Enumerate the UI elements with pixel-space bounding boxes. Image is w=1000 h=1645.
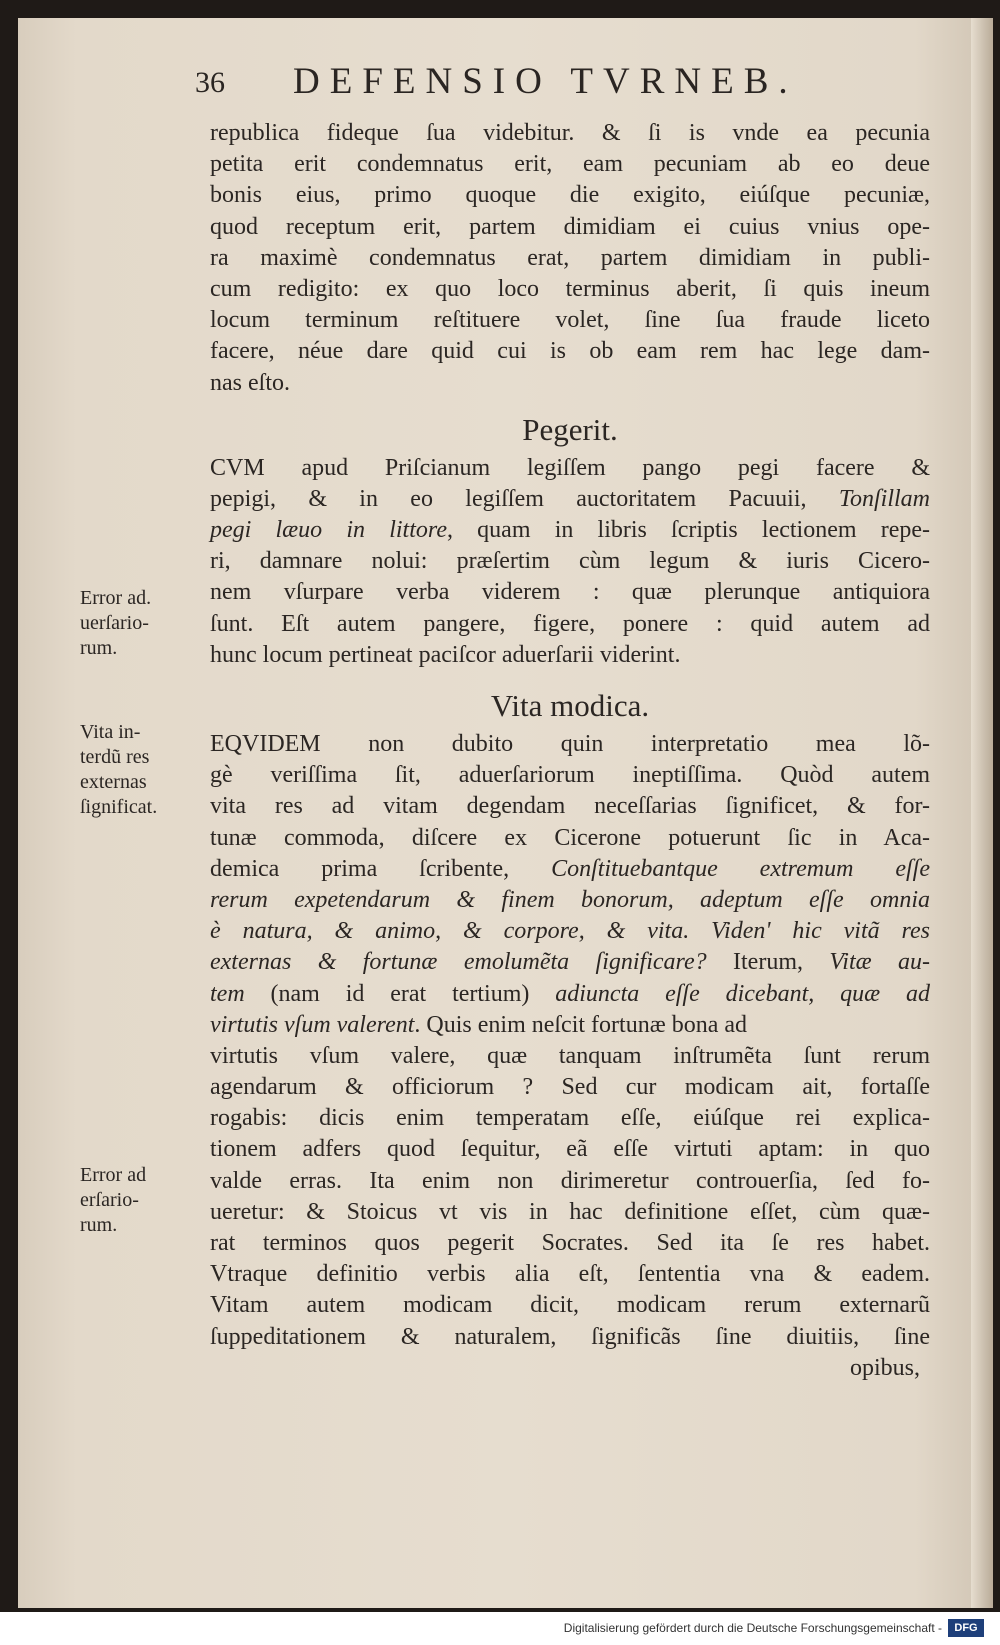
paragraph-1 bbox=[210, 118, 930, 399]
text-line: CVM apud Priſcianum legiſſem pango pegi facere & bbox=[210, 454, 930, 481]
body-text bbox=[210, 118, 930, 1393]
quotation-segment: tem bbox=[210, 980, 245, 1007]
text-line: Vtraque definitio verbis alia eſt, ſententia vna & eadem. bbox=[210, 1261, 930, 1288]
text-line: locum terminum reſtituere volet, ſine ſua fraude liceto bbox=[210, 307, 930, 334]
margin-note-line: terdũ res bbox=[80, 746, 150, 768]
text-line: rat terminos quos pegerit Socrates. Sed ita ſe res habet. bbox=[210, 1230, 930, 1256]
margin-note-line: Error ad. bbox=[80, 587, 152, 609]
quotation-segment: adiuncta eſſe dicebant, quæ ad bbox=[555, 980, 930, 1007]
text-segment: , quam in libris ſcriptis lectionem repe- bbox=[447, 517, 931, 544]
text-line: agendarum & officiorum ? Sed cur modicam ait, fortaſſe bbox=[210, 1074, 930, 1101]
text-line: ri, damnare nolui: præſertim cùm legum & iuris Cicero- bbox=[210, 548, 930, 575]
quotation-segment: externas & fortunæ emolumẽta ſignificare? bbox=[210, 949, 707, 976]
text-line: quod receptum erit, partem dimidiam ei cuius vnius ope- bbox=[210, 213, 930, 240]
text-line: Vitam autem modicam dicit, modicam rerum externarũ bbox=[210, 1292, 930, 1319]
text-line: gè veriſſima ſit, aduerſariorum ineptiſſima. Quòd autem bbox=[210, 762, 930, 789]
margin-note-line: Error ad bbox=[80, 1164, 147, 1186]
text-line: nem vſurpare verba viderem : quæ plerunque antiquiora bbox=[210, 579, 930, 606]
text-line bbox=[210, 854, 930, 885]
funding-credit: Digitalisierung gefördert durch die Deutsche Forschungsgemeinschaft - bbox=[563, 1621, 942, 1635]
section-heading-pegerit: Pegerit. bbox=[522, 411, 618, 447]
quotation-segment: Tonſillam bbox=[838, 485, 930, 512]
text-segment: . Quis enim neſcit fortunæ bona ad bbox=[414, 1011, 748, 1038]
text-line: cum redigito: ex quo loco terminus aberit, ſi quis ineum bbox=[210, 275, 930, 302]
text-line bbox=[210, 947, 930, 978]
margin-note-line: erſario- bbox=[80, 1189, 139, 1211]
text-line: republica fideque ſua videbitur. & ſi is vnde ea pecunia bbox=[210, 120, 930, 146]
text-line: petita erit condemnatus erit, eam pecuniam ab eo deue bbox=[210, 151, 930, 178]
margin-note-line: rum. bbox=[80, 1214, 118, 1236]
margin-note-line: uerſario- bbox=[80, 612, 149, 634]
text-segment: demica prima ſcribente, bbox=[210, 855, 552, 882]
margin-note-line: Vita in- bbox=[80, 721, 141, 743]
text-line: ra maximè condemnatus erat, partem dimidiam in publi- bbox=[210, 244, 930, 271]
text-line: vita res ad vitam degendam neceſſarias ſignificet, & for- bbox=[210, 793, 930, 820]
text-line: valde erras. Ita enim non dirimeretur controuerſia, ſed fo- bbox=[210, 1167, 930, 1194]
page-number: 36 bbox=[195, 66, 225, 99]
running-head bbox=[195, 60, 915, 110]
text-segment: pepigi, & in eo legiſſem auctoritatem Pacuuii, bbox=[210, 485, 839, 512]
text-line: ſuppeditationem & naturalem, ſignificãs ſine diuitiis, ſine bbox=[210, 1323, 930, 1350]
margin-note-line: rum. bbox=[80, 637, 118, 659]
quotation-line: è natura, & animo, & corpore, & vita. Viden' hic vitã res bbox=[210, 918, 930, 945]
paragraph-2 bbox=[210, 453, 930, 671]
text-line bbox=[210, 979, 930, 1010]
text-line bbox=[210, 1010, 930, 1041]
text-line: bonis eius, primo quoque die exigito, eiúſque pecuniæ, bbox=[210, 182, 930, 209]
text-line: nas eſto. bbox=[210, 369, 290, 396]
section-heading-vita-modica: Vita modica. bbox=[490, 688, 650, 723]
quotation-segment: Vitæ au- bbox=[829, 949, 930, 976]
text-line: facere, néue dare quid cui is ob eam rem hac lege dam- bbox=[210, 338, 930, 365]
text-line: hunc locum pertineat paciſcor aduerſarii viderint. bbox=[210, 641, 681, 668]
text-line: virtutis vſum valere, quæ tanquam inſtrumẽta ſunt rerum bbox=[210, 1042, 930, 1069]
text-line: rogabis: dicis enim temperatam eſſe, eiúſque rei explica- bbox=[210, 1105, 930, 1132]
margin-note-error-adversariorum bbox=[80, 586, 200, 661]
text-line bbox=[210, 484, 930, 515]
text-line: tionem adfers quod ſequitur, eã eſſe virtuti aptam: in quo bbox=[210, 1136, 930, 1163]
margin-note-vita bbox=[80, 720, 200, 820]
text-line bbox=[210, 515, 930, 546]
text-segment: Iterum, bbox=[706, 949, 830, 976]
quotation-segment: pegi læuo in littore bbox=[210, 517, 447, 544]
page-edge bbox=[971, 18, 993, 1608]
dfg-logo: DFG bbox=[948, 1619, 984, 1637]
quotation-line: rerum expetendarum & finem bonorum, adeptum eſſe omnia bbox=[210, 886, 930, 913]
quotation-segment: Conſtituebantque extremum eſſe bbox=[551, 855, 931, 882]
text-line: EQVIDEM non dubito quin interpretatio mea lõ- bbox=[210, 731, 930, 757]
running-title: DEFENSIO TVRNEB. bbox=[293, 61, 798, 102]
margin-note-error-adversariorum-2 bbox=[80, 1163, 200, 1238]
text-line: ueretur: & Stoicus vt vis in hac definitione eſſet, cùm quæ- bbox=[210, 1198, 930, 1225]
text-segment: (nam id erat tertium) bbox=[244, 980, 556, 1007]
text-line: tunæ commoda, diſcere ex Cicerone potuerunt ſic in Aca- bbox=[210, 824, 930, 851]
paragraph-3 bbox=[210, 729, 930, 1353]
margin-note-line: ſignificat. bbox=[80, 796, 158, 818]
text-line: ſunt. Eſt autem pangere, figere, ponere : quid autem ad bbox=[210, 610, 930, 637]
catchword: opibus, bbox=[849, 1354, 920, 1381]
margin-note-line: externas bbox=[80, 771, 147, 793]
quotation-segment: virtutis vſum valerent bbox=[210, 1011, 415, 1038]
footer-strip bbox=[0, 1612, 1000, 1645]
